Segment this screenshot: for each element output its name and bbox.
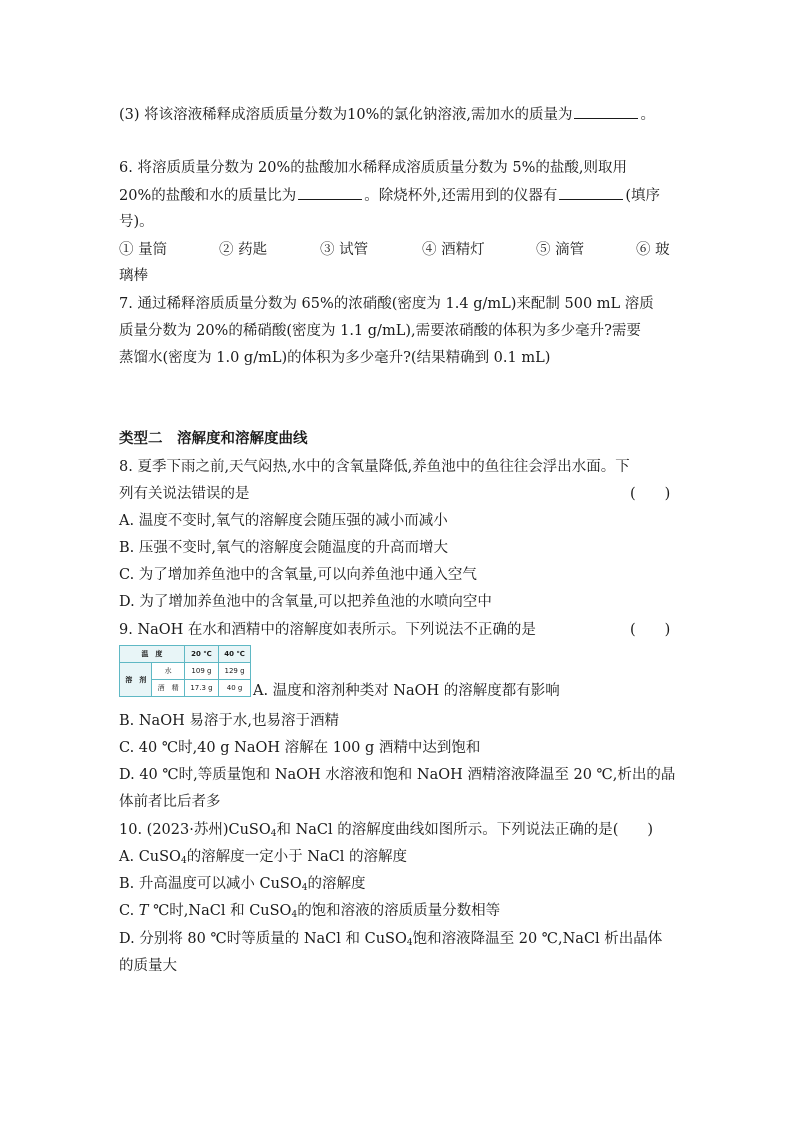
question-6-text-c: (填序 (625, 188, 661, 204)
question-6-line-1: 6. 将溶质质量分数为 20%的盐酸加水稀释成溶质质量分数为 5%的盐酸,则取用 (119, 160, 628, 176)
question-10-line-1 (119, 820, 653, 844)
question-3-line (119, 104, 655, 125)
option-5: ⑤ 滴管 (536, 242, 585, 258)
subscript: 4 (270, 829, 277, 839)
answer-blank[interactable] (559, 185, 623, 200)
table-cell: 129 g (219, 663, 251, 680)
question-9-option-a: A. 温度和溶剂种类对 NaOH 的溶解度都有影响 (253, 683, 560, 699)
question-6-line-3: 号)。 (119, 214, 154, 230)
question-9-line-1: 9. NaOH 在水和酒精中的溶解度如表所示。下列说法不正确的是 (119, 622, 536, 638)
table-header-temperature: 温 度 (120, 646, 185, 663)
table-row-water: 水 (152, 663, 184, 680)
option-4: ④ 酒精灯 (422, 242, 485, 258)
option-b-text-b: 的溶解度 (307, 876, 366, 892)
question-8-line-2: 列有关说法错误的是 (119, 486, 250, 502)
question-6-text-b: 。除烧杯外,还需用到的仪器有 (364, 188, 558, 204)
answer-blank[interactable] (298, 185, 362, 200)
question-8-option-d: D. 为了增加养鱼池中的含氧量,可以把养鱼池的水喷向空中 (119, 594, 492, 610)
question-8-option-a: A. 温度不变时,氧气的溶解度会随压强的减小而减小 (119, 513, 448, 529)
table-cell: 17.3 g (184, 680, 218, 697)
question-9-option-c: C. 40 ℃时,40 g NaOH 溶解在 100 g 酒精中达到饱和 (119, 740, 481, 756)
question-6-text-a: 20%的盐酸和水的质量比为 (119, 188, 297, 204)
option-a-text-b: 的溶解度一定小于 NaCl 的溶解度 (186, 849, 407, 865)
option-3: ③ 试管 (320, 242, 369, 258)
question-7-line-1: 7. 通过稀释溶质质量分数为 65%的浓硝酸(密度为 1.4 g/mL)来配制 500 mL 溶质 (119, 296, 654, 312)
table-cell: 109 g (184, 663, 218, 680)
option-d-text-a: D. 分别将 80 ℃时等质量的 NaCl 和 CuSO (119, 931, 407, 947)
table-header-40c: 40 ℃ (219, 646, 251, 663)
question-6-line-2 (119, 185, 660, 206)
subscript: 4 (301, 883, 308, 893)
question-7-line-3: 蒸馏水(密度为 1.0 g/mL)的体积为多少毫升?(结果精确到 0.1 mL) (119, 350, 551, 366)
option-b-text-a: B. 升高温度可以减小 CuSO (119, 876, 302, 892)
table-header-solvent: 溶 剂 (120, 663, 152, 697)
temperature-variable: T (138, 903, 149, 919)
question-10-option-c (119, 901, 500, 925)
option-1: ① 量筒 (119, 242, 168, 258)
option-c-text-b: ℃时,NaCl 和 CuSO (148, 903, 292, 919)
answer-parentheses[interactable]: ( ) (630, 622, 671, 638)
section-heading: 类型二 溶解度和溶解度曲线 (119, 431, 308, 447)
subscript: 4 (406, 938, 413, 948)
question-10-option-a (119, 847, 407, 871)
question-7-line-2: 质量分数为 20%的稀硝酸(密度为 1.1 g/mL),需要浓硝酸的体积为多少毫升?需要 (119, 323, 641, 339)
question-10-option-d-line-2: 的质量大 (119, 958, 177, 974)
period: 。 (640, 107, 655, 123)
subscript: 4 (291, 910, 298, 920)
table-row-alcohol: 酒 精 (152, 680, 184, 697)
answer-blank[interactable] (574, 104, 638, 119)
question-9-option-d-line-1: D. 40 ℃时,等质量饱和 NaOH 水溶液和饱和 NaOH 酒精溶液降温至 20 ℃,析出的晶 (119, 767, 676, 783)
option-c-text-c: 的饱和溶液的溶质质量分数相等 (297, 903, 501, 919)
option-2: ② 药匙 (219, 242, 268, 258)
question-9-option-b: B. NaOH 易溶于水,也易溶于酒精 (119, 713, 339, 729)
question-9-option-d-line-2: 体前者比后者多 (119, 794, 221, 810)
answer-parentheses[interactable]: ( ) (630, 486, 671, 502)
option-a-text-a: A. CuSO (119, 849, 181, 865)
question-8-option-b: B. 压强不变时,氧气的溶解度会随温度的升高而增大 (119, 540, 448, 556)
table-header-20c: 20 ℃ (184, 646, 218, 663)
option-d-text-b: 饱和溶液降温至 20 ℃,NaCl 析出晶体 (412, 931, 663, 947)
question-10-text-a: 10. (2023·苏州)CuSO (119, 822, 271, 838)
question-8-line-1: 8. 夏季下雨之前,天气闷热,水中的含氧量降低,养鱼池中的鱼往往会浮出水面。下 (119, 459, 630, 475)
question-10-option-d-line-1 (119, 929, 662, 953)
question-10-text-b: 和 NaCl 的溶解度曲线如图所示。下列说法正确的是( ) (276, 822, 654, 838)
option-6: ⑥ 玻 (636, 242, 670, 258)
option-c-text-a: C. (119, 903, 139, 919)
question-3-text: (3) 将该溶液稀释成溶质质量分数为10%的氯化钠溶液,需加水的质量为 (119, 107, 573, 123)
option-6-continued: 璃棒 (119, 268, 148, 284)
question-10-option-b (119, 874, 365, 898)
question-8-option-c: C. 为了增加养鱼池中的含氧量,可以向养鱼池中通入空气 (119, 567, 477, 583)
table-cell: 40 g (219, 680, 251, 697)
solubility-table (119, 645, 251, 697)
subscript: 4 (180, 856, 187, 866)
